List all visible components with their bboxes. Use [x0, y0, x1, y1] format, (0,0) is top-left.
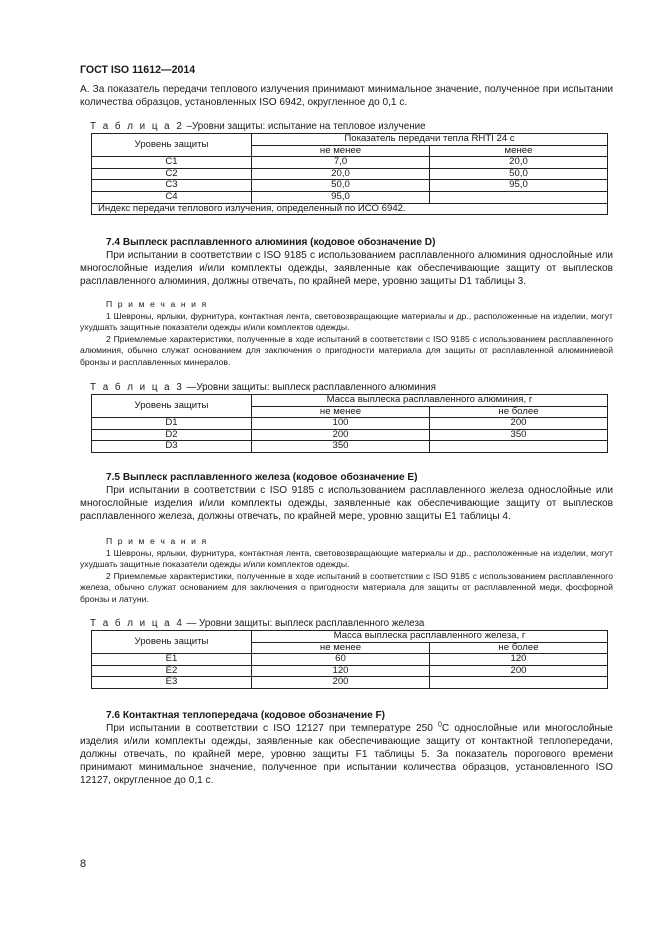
table-cell: 50,0: [430, 168, 608, 180]
intro-paragraph: [80, 84, 613, 110]
table-row: [92, 441, 608, 453]
table-cell: 20,0: [252, 168, 430, 180]
table-4-caption: [90, 618, 613, 630]
notes-title: П р и м е ч а н и я: [106, 299, 208, 309]
table-2-caption: [90, 121, 613, 133]
table-cell: 95,0: [430, 180, 608, 192]
table-cell: D1: [92, 418, 252, 430]
table-3-caption-text: —Уровни защиты: выплеск расплавленного алюминия: [186, 382, 436, 393]
section-7-5-notes: [80, 536, 613, 606]
section-7-5-heading: 7.5 Выплеск расплавленного железа (кодовое обозначение E): [106, 472, 418, 483]
table-3-header-level: Уровень защиты: [92, 395, 252, 418]
table-3: [91, 394, 608, 453]
table-2-caption-prefix: Т а б л и ц а 2: [90, 121, 184, 132]
table-2-header-group: Показатель передачи тепла RHTI 24 с: [252, 134, 608, 146]
table-4-block: [80, 618, 613, 689]
section-7-4: [80, 237, 613, 289]
section-7-4-heading: 7.4 Выплеск расплавленного алюминия (кодовое обозначение D): [106, 237, 436, 248]
table-4-header-max: не более: [430, 642, 608, 654]
note-2: 2 Приемлемые характеристики, полученные в ходе испытаний в соответствии с ISO 9185 с использованием расплавленного железа, обычно служат основанием для заключения о пригодности материала для защиты от расплавленной меди, фосфорной бронзы и латуни.: [80, 570, 613, 604]
table-2-header-min: не менее: [252, 145, 430, 157]
table-3-header-max: не более: [430, 406, 608, 418]
table-3-caption: [90, 382, 613, 394]
table-cell: 60: [252, 654, 430, 666]
table-2-block: [80, 121, 613, 215]
section-7-5-body: При испытании в соответствии с ISO 9185 с использованием расплавленного железа однослойные или многослойные изделия и/или комплекты одежды, заявленные как обеспечивающие защиту от выплесков расплавленного железа, должны отвечать, по крайней мере, уровню защиты E1 таблицы 4.: [80, 484, 613, 522]
table-3-header-min: не менее: [252, 406, 430, 418]
table-cell: 20,0: [430, 157, 608, 169]
table-cell: 120: [252, 665, 430, 677]
table-row: [92, 677, 608, 689]
table-cell: 7,0: [252, 157, 430, 169]
table-cell: E1: [92, 654, 252, 666]
table-2-header-level: Уровень защиты: [92, 134, 252, 157]
table-3-block: [80, 382, 613, 453]
note-2: 2 Приемлемые характеристики, полученные в ходе испытаний в соответствии с ISO 9185 с использованием расплавленного алюминия, обычно служат основанием для заключения о пригодности материала для защиты от расплавленной алюминиевой бронзы и расплавленных минералов.: [80, 333, 613, 367]
table-cell: [430, 677, 608, 689]
table-cell: 50,0: [252, 180, 430, 192]
notes-title: П р и м е ч а н и я: [106, 536, 208, 546]
table-cell: [430, 191, 608, 203]
note-1: 1 Шевроны, ярлыки, фурнитура, контактная лента, световозвращающие материалы и др., расположенные на изделии, могут ухудшать защитные показатели одежды и/или комплектов одежды.: [80, 547, 613, 570]
table-cell: D2: [92, 429, 252, 441]
table-cell: 120: [430, 654, 608, 666]
table-2-caption-text: –Уровни защиты: испытание на тепловое излучение: [186, 121, 426, 132]
table-cell: 200: [430, 665, 608, 677]
table-cell: 200: [252, 677, 430, 689]
table-row: [92, 180, 608, 192]
table-cell: 350: [252, 441, 430, 453]
table-4-caption-prefix: Т а б л и ц а 4: [90, 618, 184, 629]
table-cell: 95,0: [252, 191, 430, 203]
table-cell: E2: [92, 665, 252, 677]
table-cell: [430, 441, 608, 453]
table-cell: C1: [92, 157, 252, 169]
table-4-header-group: Масса выплеска расплавленного железа, г: [252, 631, 608, 643]
table-cell: C4: [92, 191, 252, 203]
table-cell: C2: [92, 168, 252, 180]
section-7-4-notes: [80, 299, 613, 369]
page-number: 8: [80, 858, 87, 870]
table-4-header-min: не менее: [252, 642, 430, 654]
table-2: [91, 133, 608, 215]
table-cell: D3: [92, 441, 252, 453]
table-row: [92, 429, 608, 441]
table-row: [92, 157, 608, 169]
table-row: [92, 191, 608, 203]
section-7-6-heading: 7.6 Контактная теплопередача (кодовое обозначение F): [106, 710, 386, 721]
section-7-5: [80, 472, 613, 524]
table-4-header-level: Уровень защиты: [92, 631, 252, 654]
section-7-4-body: При испытании в соответствии с ISO 9185 с использованием расплавленного алюминия однослойные или многослойные изделия и/или комплекты одежды, заявленные как обеспечивающие защиту от выплесков расплавленного алюминия, должны отвечать, по крайней мере, уровню защиты D1 таблицы 3.: [80, 249, 613, 287]
section-7-6: [80, 710, 613, 787]
table-row: [92, 418, 608, 430]
document-header: ГОСТ ISO 11612—2014: [80, 64, 196, 76]
table-row: [92, 654, 608, 666]
table-cell: 200: [430, 418, 608, 430]
degree-superscript: 0: [438, 721, 442, 729]
section-7-6-body: [80, 723, 613, 788]
table-cell: 100: [252, 418, 430, 430]
table-footnote-row: [92, 203, 608, 215]
table-cell: E3: [92, 677, 252, 689]
table-3-caption-prefix: Т а б л и ц а 3: [90, 382, 184, 393]
table-3-header-group: Масса выплеска расплавленного алюминия, г: [252, 395, 608, 407]
table-4-caption-text: — Уровни защиты: выплеск расплавленного железа: [186, 618, 425, 629]
note-1: 1 Шевроны, ярлыки, фурнитура, контактная лента, световозвращающие материалы и др., расположенные на изделии, могут ухудшать защитные показатели одежды и/или комплектов одежды.: [80, 310, 613, 333]
table-row: [92, 168, 608, 180]
section-7-6-body-b: С однослойные или многослойные изделия и/или комплекты одежды, заявленные как обеспечивающие защиту от контактной теплопередачи, должны отвечать, по крайней мере, уровню защиты F1 таблицы 5. За показатель порогового времени принимают минимальное значение, полученное при испытании количества образцов, установленного ISO 12127, округленное до 0,1 с.: [80, 722, 613, 786]
section-7-6-body-a: При испытании в соответствии с ISO 12127 при температуре 250: [106, 722, 439, 734]
table-cell: 200: [252, 429, 430, 441]
table-cell: C3: [92, 180, 252, 192]
table-2-footnote: Индекс передачи теплового излучения, определенный по ИСО 6942.: [92, 203, 608, 215]
table-cell: 350: [430, 429, 608, 441]
table-row: [92, 665, 608, 677]
table-2-header-max: менее: [430, 145, 608, 157]
intro-text: А. За показатель передачи теплового излучения принимают минимальное значение, полученное при испытании количества образцов, установленных ISO 6942, округленное до 0,1 с.: [80, 84, 613, 108]
table-4: [91, 630, 608, 689]
